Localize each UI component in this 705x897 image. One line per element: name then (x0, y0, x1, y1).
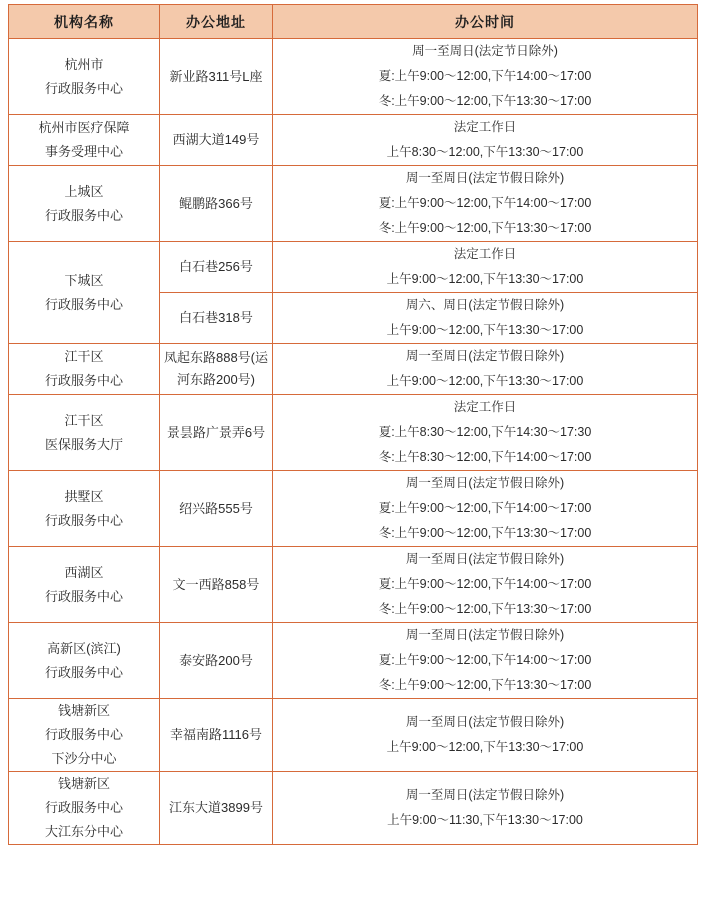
office-address-line: 白石巷256号 (179, 259, 253, 274)
cell-office-address (160, 242, 273, 293)
cell-office-hours (273, 115, 698, 166)
table-row (9, 699, 698, 772)
table-row (9, 547, 698, 623)
cell-office-address (160, 547, 273, 623)
table-header (9, 5, 698, 39)
institution-name-line: 医保服务大厅 (44, 436, 123, 452)
cell-office-address (160, 772, 273, 845)
column-header-name: 机构名称 (9, 5, 160, 39)
institution-name-line: 江干区 (64, 349, 104, 364)
office-address-line: 凤起东路888号(运 (163, 350, 269, 365)
table-row (9, 623, 698, 699)
office-address-line: 河东路200号) (176, 372, 256, 387)
institution-name-line: 行政服务中心 (44, 664, 123, 680)
office-hours-line: 法定工作日 (453, 247, 517, 261)
cell-office-hours (273, 293, 698, 344)
office-hours-line: 周一至周日(法定节假日除外) (405, 715, 565, 729)
office-hours-line: 冬:上午9:00～12:00,下午13:30～17:00 (378, 94, 592, 108)
cell-office-address (160, 166, 273, 242)
cell-office-address (160, 623, 273, 699)
cell-office-address (160, 39, 273, 115)
office-address-line: 泰安路200号 (179, 652, 253, 668)
institution-name-line: 江干区 (64, 412, 104, 428)
institution-name-line: 杭州市 (64, 56, 104, 72)
table-row (9, 39, 698, 115)
office-hours-line: 周一至周日(法定节假日除外) (405, 552, 565, 566)
institution-name-line: 行政服务中心 (44, 727, 123, 742)
institution-name-line: 行政服务中心 (44, 512, 123, 528)
cell-institution-name (9, 166, 160, 242)
office-hours-line: 夏:上午8:30～12:00,下午14:30～17:30 (378, 425, 592, 439)
office-hours-line: 周一至周日(法定节假日除外) (405, 349, 565, 363)
office-hours-line: 冬:上午9:00～12:00,下午13:30～17:00 (378, 221, 592, 235)
cell-institution-name (9, 39, 160, 115)
cell-office-address (160, 471, 273, 547)
institution-name-line: 下城区 (64, 272, 104, 288)
office-hours-line: 周一至周日(法定节假日除外) (405, 628, 565, 642)
office-hours-line: 夏:上午9:00～12:00,下午14:00～17:00 (378, 653, 592, 667)
cell-institution-name (9, 623, 160, 699)
office-address-line: 新业路311号L座 (169, 68, 263, 84)
office-hours-line: 法定工作日 (453, 120, 517, 134)
cell-office-hours (273, 242, 698, 293)
institution-name-line: 拱墅区 (64, 488, 104, 504)
office-hours-line: 冬:上午9:00～12:00,下午13:30～17:00 (378, 602, 592, 616)
column-header-time: 办公时间 (273, 5, 698, 39)
office-hours-line: 周一至周日(法定节假日除外) (405, 788, 565, 802)
table-row (9, 344, 698, 395)
institution-name-line: 上城区 (64, 183, 104, 199)
institution-name-line: 钱塘新区 (57, 776, 110, 791)
institution-name-line: 行政服务中心 (44, 800, 123, 815)
table-row (9, 471, 698, 547)
cell-office-address (160, 115, 273, 166)
table-row (9, 166, 698, 242)
office-hours-line: 周一至周日(法定节日除外) (412, 44, 558, 58)
office-hours-line: 上午9:00～12:00,下午13:30～17:00 (386, 740, 584, 754)
cell-institution-name (9, 242, 160, 344)
cell-institution-name (9, 471, 160, 547)
office-address-line: 幸福南路1116号 (170, 727, 262, 742)
office-hours-line: 上午9:00～11:30,下午13:30～17:00 (387, 813, 583, 827)
institution-name-line: 钱塘新区 (57, 703, 110, 718)
cell-office-hours (273, 699, 698, 772)
office-address-line: 鲲鹏路366号 (179, 195, 253, 211)
office-address-line: 景昙路广景弄6号 (166, 424, 266, 440)
cell-office-address (160, 344, 273, 395)
table-body (9, 39, 698, 845)
office-address-line: 绍兴路555号 (179, 500, 253, 516)
office-hours-line: 夏:上午9:00～12:00,下午14:00～17:00 (378, 69, 592, 83)
office-hours-line: 上午9:00～12:00,下午13:30～17:00 (386, 323, 584, 337)
cell-office-hours (273, 344, 698, 395)
page-bottom-clip (8, 845, 697, 851)
office-address-line: 白石巷318号 (179, 310, 253, 325)
office-hours-line: 冬:上午9:00～12:00,下午13:30～17:00 (378, 678, 592, 692)
office-hours-line: 上午8:30～12:00,下午13:30～17:00 (386, 145, 584, 159)
office-hours-line: 上午9:00～12:00,下午13:30～17:00 (386, 374, 584, 388)
office-address-line: 江东大道3899号 (169, 800, 263, 815)
table-row (9, 242, 698, 293)
cell-office-hours (273, 471, 698, 547)
institution-name-line: 西湖区 (64, 564, 104, 580)
cell-institution-name (9, 699, 160, 772)
institution-name-line: 行政服务中心 (44, 588, 123, 604)
institution-name-line: 下沙分中心 (51, 751, 117, 766)
institution-name-line: 行政服务中心 (44, 207, 123, 223)
cell-office-hours (273, 623, 698, 699)
institution-name-line: 事务受理中心 (44, 144, 123, 159)
table-row (9, 772, 698, 845)
cell-office-hours (273, 547, 698, 623)
column-header-address: 办公地址 (160, 5, 273, 39)
office-hours-line: 周一至周日(法定节假日除外) (405, 171, 565, 185)
table-row (9, 395, 698, 471)
cell-office-hours (273, 166, 698, 242)
cell-office-hours (273, 395, 698, 471)
office-hours-table (8, 4, 698, 845)
cell-office-address (160, 699, 273, 772)
cell-institution-name (9, 395, 160, 471)
institution-name-line: 行政服务中心 (44, 296, 123, 312)
institution-name-line: 高新区(滨江) (47, 640, 121, 656)
institution-name-line: 大江东分中心 (44, 824, 123, 839)
office-hours-line: 冬:上午8:30～12:00,下午14:00～17:00 (378, 450, 592, 464)
cell-institution-name (9, 344, 160, 395)
table-header-row (9, 5, 698, 39)
office-hours-line: 夏:上午9:00～12:00,下午14:00～17:00 (378, 577, 592, 591)
cell-institution-name (9, 547, 160, 623)
institution-name-line: 行政服务中心 (44, 80, 123, 96)
office-hours-line: 周六、周日(法定节假日除外) (405, 298, 565, 312)
cell-office-address (160, 395, 273, 471)
cell-office-address (160, 293, 273, 344)
institution-name-line: 杭州市医疗保障 (38, 120, 130, 135)
office-hours-line: 周一至周日(法定节假日除外) (405, 476, 565, 490)
office-hours-line: 冬:上午9:00～12:00,下午13:30～17:00 (378, 526, 592, 540)
office-hours-line: 夏:上午9:00～12:00,下午14:00～17:00 (378, 501, 592, 515)
office-hours-line: 夏:上午9:00～12:00,下午14:00～17:00 (378, 196, 592, 210)
cell-institution-name (9, 772, 160, 845)
office-address-line: 文一西路858号 (172, 576, 260, 592)
table-row (9, 115, 698, 166)
cell-institution-name (9, 115, 160, 166)
cell-office-hours (273, 39, 698, 115)
office-hours-line: 上午9:00～12:00,下午13:30～17:00 (386, 272, 584, 286)
institution-name-line: 行政服务中心 (44, 373, 123, 388)
cell-office-hours (273, 772, 698, 845)
office-address-line: 西湖大道149号 (172, 132, 260, 147)
office-hours-line: 法定工作日 (453, 400, 517, 414)
